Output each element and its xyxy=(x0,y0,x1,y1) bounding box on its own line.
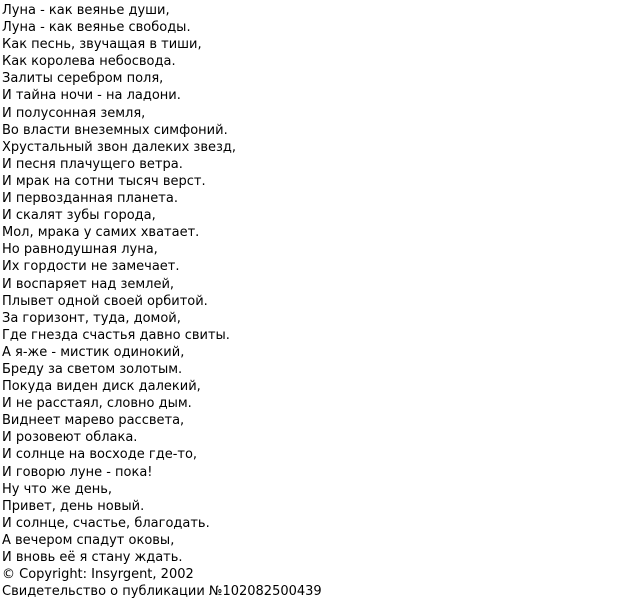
poem-line: Луна - как веянье души, xyxy=(2,3,170,18)
poem-line: И воспаряет над землей, xyxy=(2,276,175,292)
poem-line: Покуда виден диск далекий, xyxy=(2,379,201,395)
poem-line: Виднеет марево рассвета, xyxy=(2,413,185,429)
poem-line: И мрак на сотни тысяч верст. xyxy=(2,173,206,189)
poem-line: Как песнь, звучащая в тиши, xyxy=(2,37,202,53)
poem-line: Хрустальный звон далеких звезд, xyxy=(2,139,237,155)
poem-line: А я-же - мистик одинокий, xyxy=(2,344,185,360)
poem-line: Как королева небосвода. xyxy=(2,54,176,70)
publication-certificate: Свидетельство о публикации №102082500439 xyxy=(2,584,322,600)
poem-line: Ну что же день, xyxy=(2,481,113,497)
poem-line: Залиты серебром поля, xyxy=(2,71,164,87)
poem-line: И не расстаял, словно дым. xyxy=(2,396,192,412)
poem-line: И скалят зубы города, xyxy=(2,208,156,224)
poem-line: И говорю луне - пока! xyxy=(2,464,153,480)
poem-line: Во власти внеземных симфоний. xyxy=(2,122,228,138)
poem-line: А вечером спадут оковы, xyxy=(2,532,175,548)
poem-line: Плывет одной своей орбитой. xyxy=(2,293,208,309)
poem-line: Их гордости не замечает. xyxy=(2,259,180,275)
poem-line: И тайна ночи - на ладони. xyxy=(2,88,181,104)
poem-line: Но равнодушная луна, xyxy=(2,242,158,258)
poem-line: И вновь её я стану ждать. xyxy=(2,550,183,565)
poem-line: И розовеют облака. xyxy=(2,430,138,446)
poem-line: И солнце на восходе где-то, xyxy=(2,447,198,463)
poem-line: Луна - как веянье свободы. xyxy=(2,20,191,36)
poem-line: Мол, мрака у самих хватает. xyxy=(2,225,200,241)
copyright-notice: © Copyright: Insyrgent, 2002 xyxy=(2,567,194,583)
poem-line: Привет, день новый. xyxy=(2,498,145,514)
poem-line: И полусонная земля, xyxy=(2,105,146,121)
poem-line: Где гнезда счастья давно свиты. xyxy=(2,327,230,343)
poem-line: И солнце, счастье, благодать. xyxy=(2,515,210,531)
poem-line: И песня плачущего ветра. xyxy=(2,156,183,172)
poem-line: Бреду за светом золотым. xyxy=(2,361,183,377)
poem-line: И первозданная планета. xyxy=(2,191,178,207)
poem-line: За горизонт, туда, домой, xyxy=(2,310,181,326)
